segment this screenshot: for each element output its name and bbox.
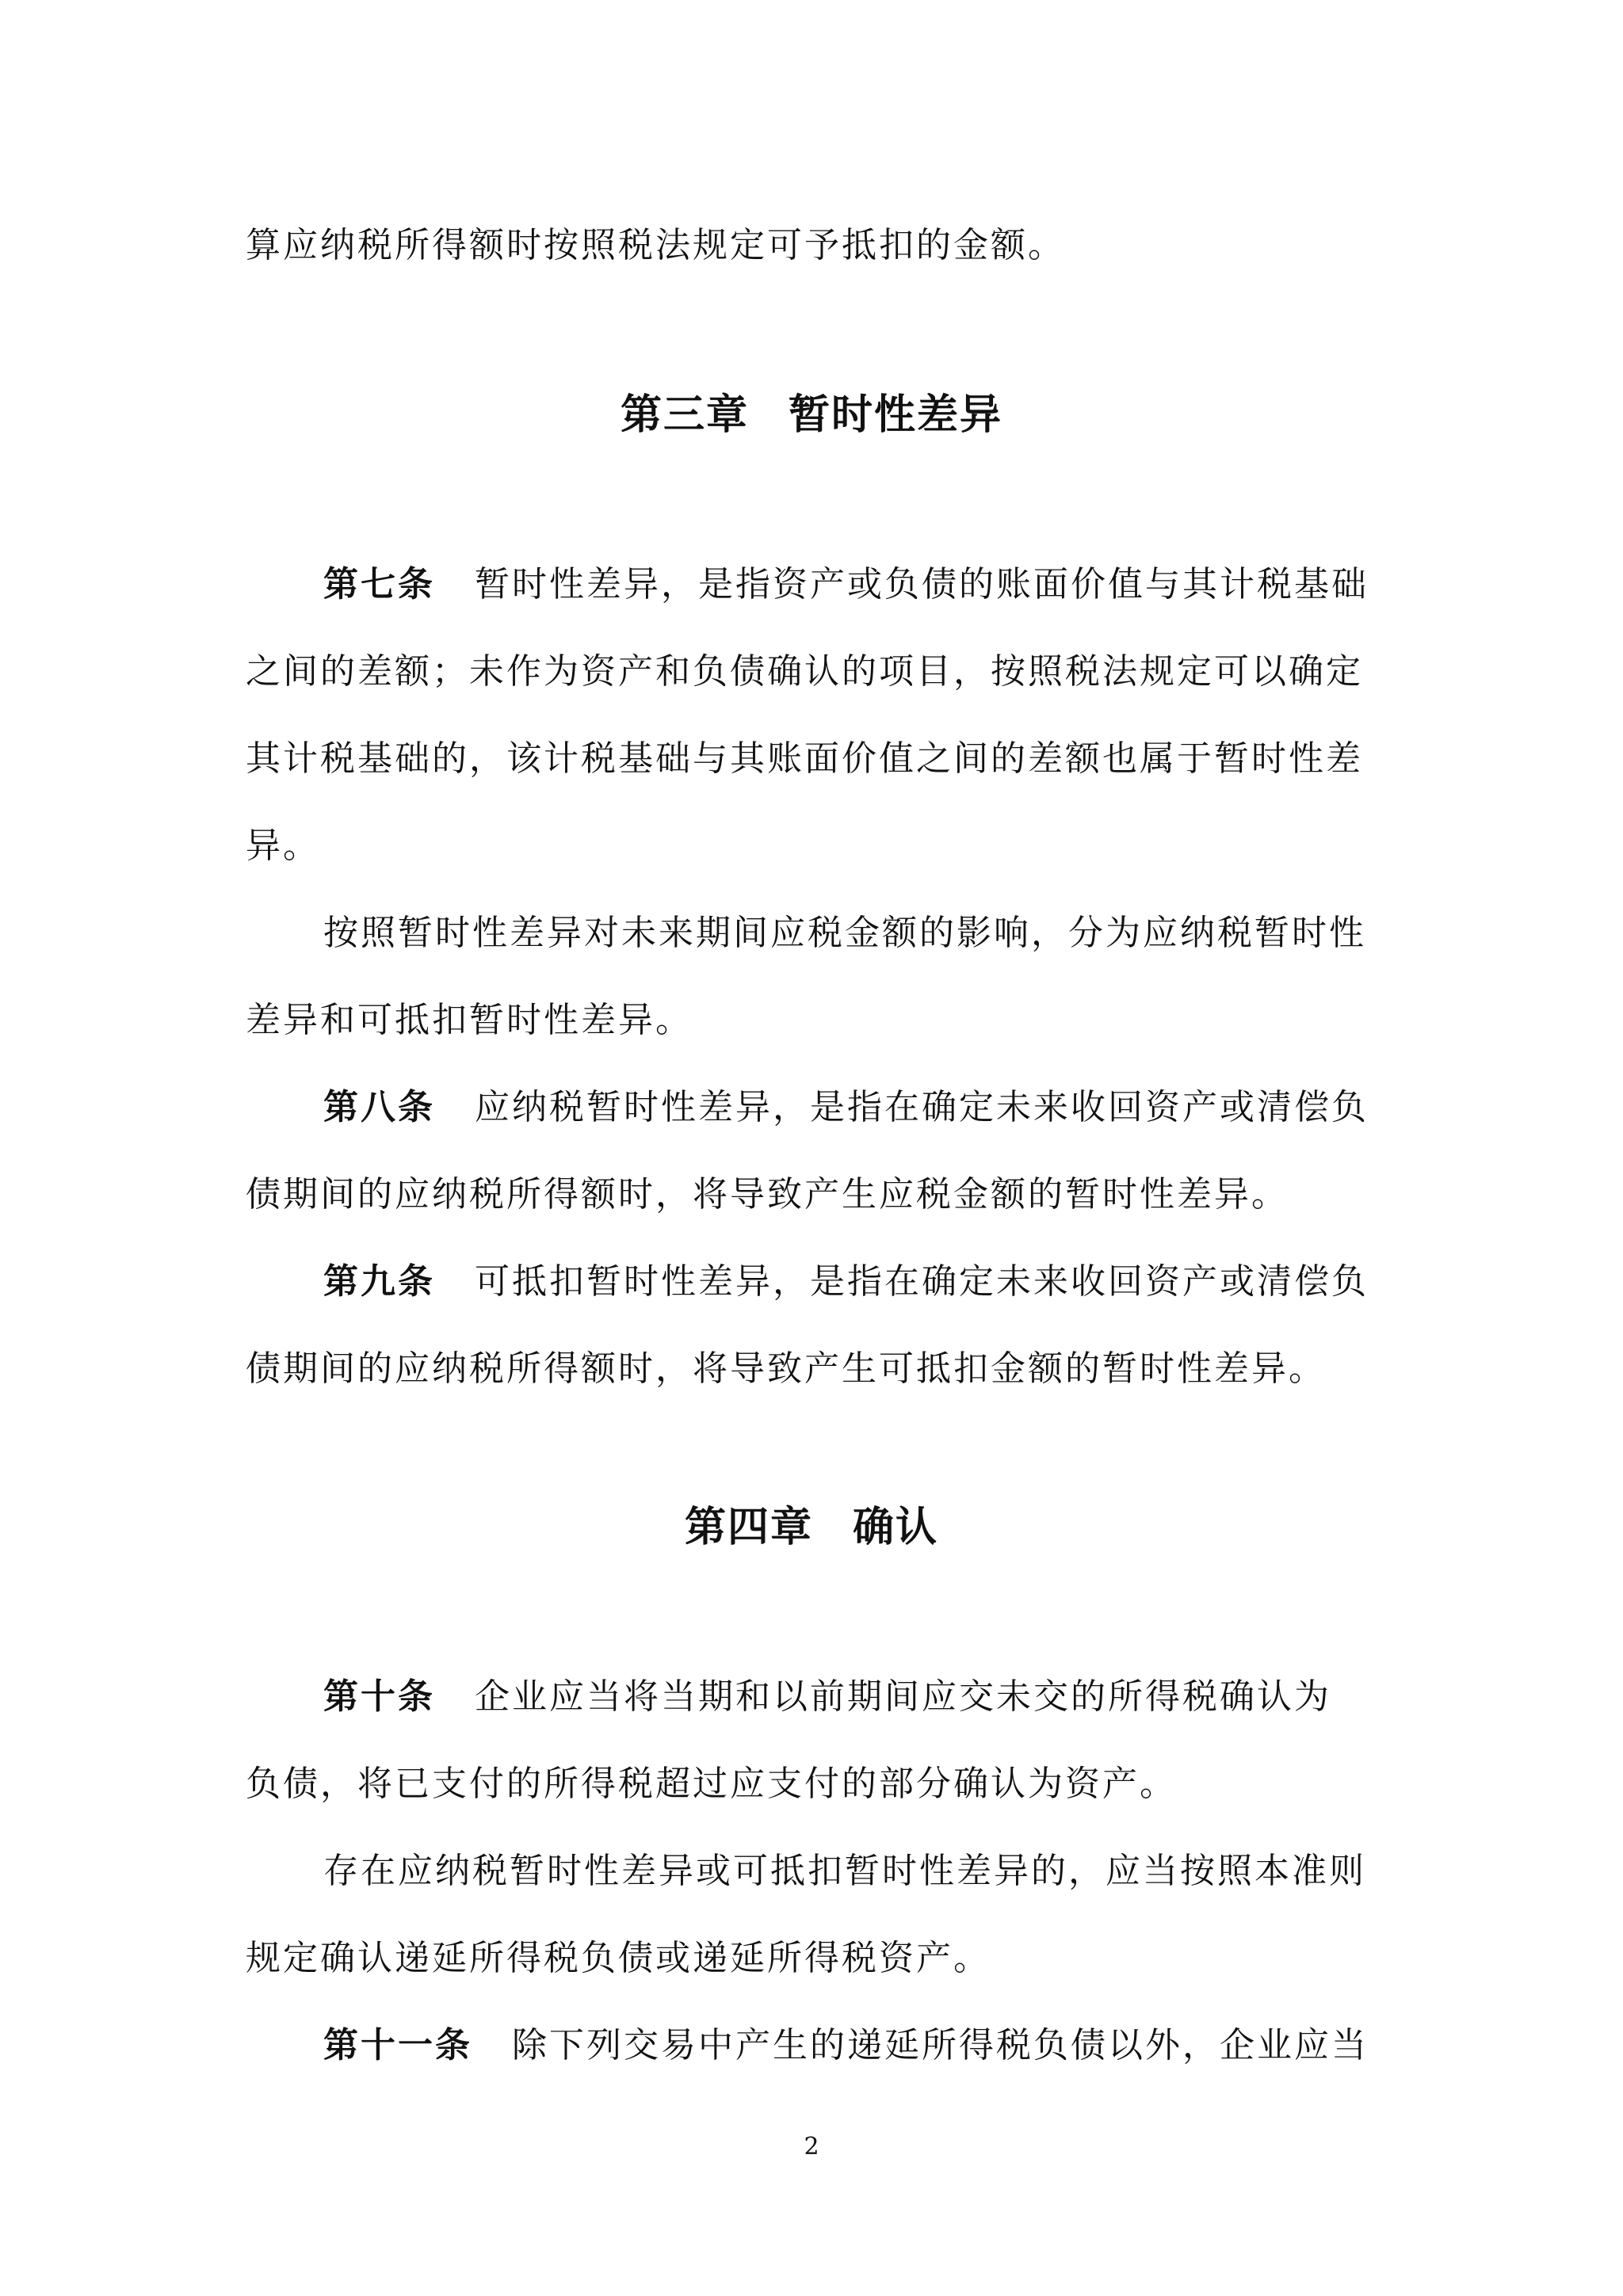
chapter-title: 暂时性差异: [789, 391, 1003, 439]
text-line: 之间的差额；未作为资产和负债确认的项目，按照税法规定可以确定: [246, 651, 1363, 692]
text-line: 存在应纳税暂时性差异或可抵扣暂时性差异的，应当按照本准则: [323, 1851, 1366, 1891]
chapter-number: 第三章: [620, 391, 749, 439]
chapter-heading-4: [0, 1499, 1623, 1556]
article-text: 可抵扣暂时性差异，是指在确定未来收回资产或清偿负: [475, 1261, 1369, 1302]
chapter-number: 第四章: [684, 1504, 813, 1551]
article-11-line-1: [323, 2020, 1465, 2071]
text-line: 按照暂时性差异对未来期间应税金额的影响，分为应纳税暂时性: [323, 913, 1366, 953]
chapter-heading-3: [0, 387, 1623, 444]
text-line: 负债，将已支付的所得税超过应支付的部分确认为资产。: [246, 1764, 1177, 1804]
page-number: 2: [804, 2133, 819, 2161]
article-text: 企业应当将当期和以前期间应交未交的所得税确认为: [475, 1676, 1331, 1717]
article-label: 第七条: [323, 564, 435, 605]
text-line: 差异和可抵扣暂时性差异。: [246, 1000, 693, 1040]
article-9-line-1: [323, 1257, 1465, 1307]
text-line: 债期间的应纳税所得额时，将导致产生应税金额的暂时性差异。: [246, 1174, 1289, 1215]
chapter-title: 确认: [853, 1504, 939, 1551]
article-text: 应纳税暂时性差异，是指在确定未来收回资产或清偿负: [475, 1087, 1369, 1127]
article-label: 第十一条: [323, 2025, 472, 2065]
article-text: 除下列交易中产生的递延所得税负债以外，企业应当: [512, 2025, 1369, 2065]
article-label: 第八条: [323, 1087, 435, 1127]
article-text: 暂时性差异，是指资产或负债的账面价值与其计税基础: [475, 564, 1369, 605]
text-line: 异。: [246, 826, 320, 866]
text-line: 算应纳税所得额时按照税法规定可予抵扣的金额。: [246, 225, 1065, 265]
text-line: 规定确认递延所得税负债或递延所得税资产。: [246, 1938, 991, 1978]
text-line: 债期间的应纳税所得额时，将导致产生可抵扣金额的暂时性差异。: [246, 1348, 1326, 1389]
text-line: 其计税基础的，该计税基础与其账面价值之间的差额也属于暂时性差: [246, 738, 1363, 779]
article-label: 第九条: [323, 1261, 435, 1302]
article-7-line-1: [323, 559, 1465, 610]
article-10-line-1: [323, 1672, 1465, 1722]
article-8-line-1: [323, 1082, 1465, 1133]
article-label: 第十条: [323, 1676, 435, 1717]
